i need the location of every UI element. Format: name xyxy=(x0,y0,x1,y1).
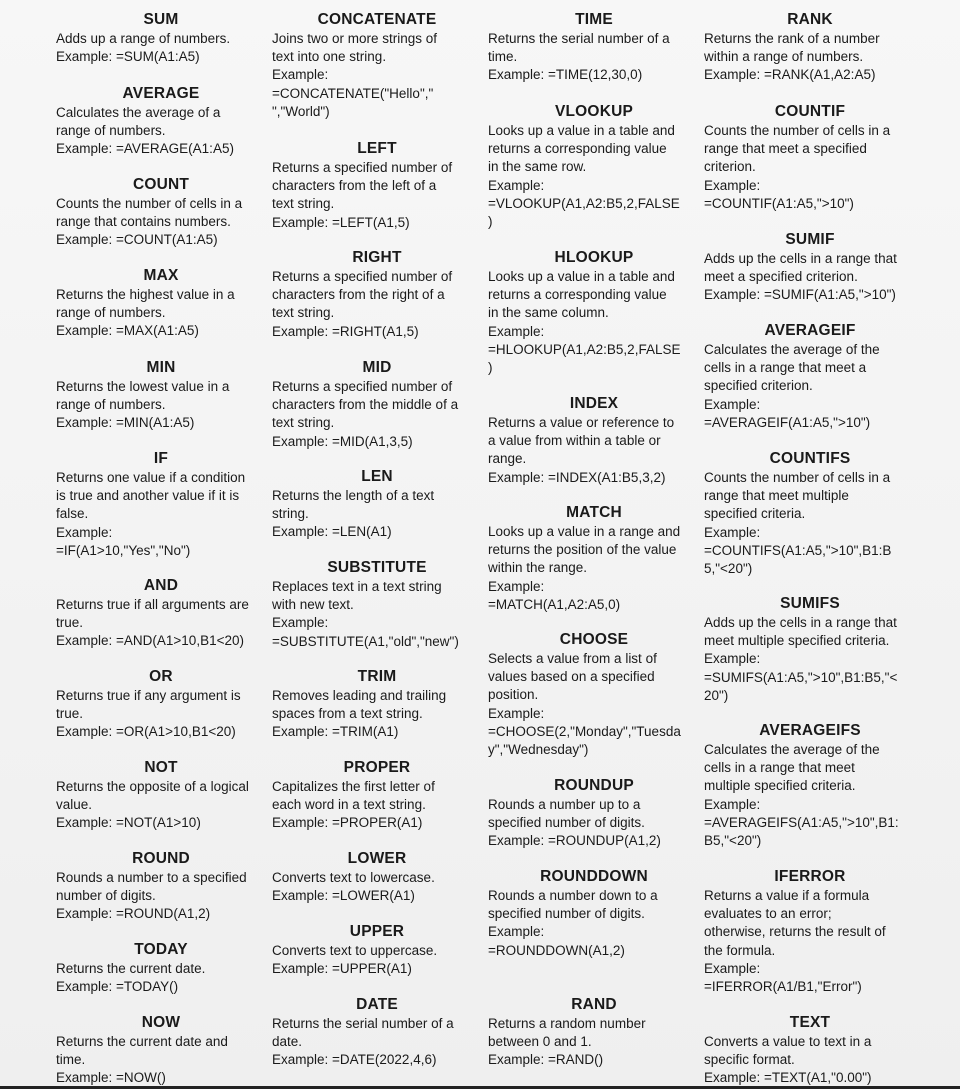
function-left xyxy=(272,139,482,232)
function-right xyxy=(272,248,482,341)
function-description: Returns one value if a condition is true and another value if it is false. xyxy=(56,470,246,522)
function-example: Example: =AVERAGEIF(A1:A5,">10") xyxy=(704,396,871,430)
function-name: COUNTIF xyxy=(774,103,846,120)
function-description: Adds up a range of numbers. xyxy=(56,31,231,46)
function-example: Example: =DATE(2022,4,6) xyxy=(272,1052,437,1068)
function-name: CHOOSE xyxy=(559,631,629,648)
function-example: Example: =ROUNDUP(A1,2) xyxy=(488,833,661,849)
function-example: Example: =SUMIFS(A1:A5,">10",B1:B5,"< 20") xyxy=(704,651,898,703)
function-name: PROPER xyxy=(343,759,411,776)
function-name: COUNTIFS xyxy=(769,450,851,467)
function-description: Converts text to uppercase. xyxy=(272,943,438,958)
function-countif xyxy=(704,102,916,213)
function-name: AVERAGEIF xyxy=(764,322,856,339)
function-example: Example: =RIGHT(A1,5) xyxy=(272,323,419,339)
function-example: Example: =AVERAGEIFS(A1:A5,">10",B1: B5,"<20") xyxy=(704,796,899,849)
function-description: Looks up a value in a table and returns a corresponding value in the same row. xyxy=(488,123,675,175)
function-averageif xyxy=(704,321,916,432)
function-description: Returns true if all arguments are true. xyxy=(56,597,249,631)
function-name: TRIM xyxy=(357,668,397,685)
function-name: AVERAGE xyxy=(122,85,200,102)
function-now xyxy=(56,1013,266,1088)
function-description: Counts the number of cells in a range that meet a specified criterion. xyxy=(704,123,891,175)
function-example: Example: =OR(A1>10,B1<20) xyxy=(56,724,236,740)
function-hlookup xyxy=(488,248,700,377)
function-example: Example: =NOT(A1>10) xyxy=(56,815,201,831)
function-example: Example: =CONCATENATE("Hello"," ","World") xyxy=(272,67,434,119)
function-description: Calculates the average of the cells in a range that meet multiple specified criteria. xyxy=(704,742,880,794)
function-description: Capitalizes the first letter of each word in a text string. xyxy=(272,779,435,813)
function-name: UPPER xyxy=(349,923,405,940)
function-description: Rounds a number down to a specified number of digits. xyxy=(488,888,658,922)
function-roundup xyxy=(488,776,700,851)
function-description: Selects a value from a list of values based on a specified position. xyxy=(488,651,657,703)
function-match xyxy=(488,503,700,614)
function-round xyxy=(56,849,266,924)
function-name: AVERAGEIFS xyxy=(759,722,861,739)
function-vlookup xyxy=(488,102,700,231)
function-description: Returns the length of a text string. xyxy=(272,488,435,522)
function-description: Returns the lowest value in a range of numbers. xyxy=(56,379,230,413)
function-name: INDEX xyxy=(569,395,619,412)
function-example: Example: =MIN(A1:A5) xyxy=(56,415,195,431)
function-example: Example: =IF(A1>10,"Yes","No") xyxy=(56,524,191,558)
function-description: Calculates the average of a range of numbers. xyxy=(56,105,221,139)
function-name: ROUND xyxy=(132,850,190,867)
function-example: Example: =SUM(A1:A5) xyxy=(56,49,200,65)
function-example: Example: =IFERROR(A1/B1,"Error") xyxy=(704,960,862,995)
function-lower xyxy=(272,849,482,905)
function-name: MAX xyxy=(143,267,179,284)
function-time xyxy=(488,10,700,85)
function-description: Adds up the cells in a range that meet a specified criterion. xyxy=(704,251,897,285)
function-description: Returns true if any argument is true. xyxy=(56,688,241,722)
function-example: Example: =HLOOKUP(A1,A2:B5,2,FALSE ) xyxy=(488,323,681,376)
function-name: RIGHT xyxy=(352,249,402,266)
function-description: Counts the number of cells in a range that meet multiple specified criteria. xyxy=(704,470,891,522)
function-name: MIN xyxy=(146,359,176,376)
function-today xyxy=(56,940,266,996)
function-description: Joins two or more strings of text into one string. xyxy=(272,31,438,65)
function-trim xyxy=(272,667,482,742)
function-example: Example: =LEFT(A1,5) xyxy=(272,214,410,230)
function-max xyxy=(56,266,266,341)
function-name: RAND xyxy=(571,996,617,1013)
function-example: Example: =TEXT(A1,"0.00") xyxy=(704,1070,872,1086)
function-example: Example: =VLOOKUP(A1,A2:B5,2,FALSE ) xyxy=(488,177,680,230)
function-description: Rounds a number up to a specified number of digits. xyxy=(488,797,645,831)
function-name: AND xyxy=(143,577,179,594)
function-name: SUMIF xyxy=(785,231,835,248)
function-description: Replaces text in a text string with new text. xyxy=(272,579,442,613)
function-description: Looks up a value in a range and returns the position of the value within the range. xyxy=(488,524,681,576)
function-sum xyxy=(56,10,266,66)
function-name: LOWER xyxy=(347,850,407,867)
function-len xyxy=(272,467,482,542)
function-description: Converts text to lowercase. xyxy=(272,870,435,885)
function-name: SUBSTITUTE xyxy=(327,559,427,576)
function-name: OR xyxy=(149,668,173,685)
function-rand xyxy=(488,995,700,1070)
function-description: Returns the highest value in a range of numbers. xyxy=(56,287,235,321)
function-description: Returns the current date and time. xyxy=(56,1034,228,1068)
function-example: Example: =SUMIF(A1:A5,">10") xyxy=(704,287,896,303)
function-example: Example: =AVERAGE(A1:A5) xyxy=(56,141,234,157)
function-example: Example: =MATCH(A1,A2:A5,0) xyxy=(488,578,621,612)
function-count xyxy=(56,175,266,250)
function-sumif xyxy=(704,230,916,305)
function-example: Example: =AND(A1>10,B1<20) xyxy=(56,633,244,649)
function-description: Returns a specified number of characters from the right of a text string. xyxy=(272,269,453,321)
function-description: Removes leading and trailing spaces from a text string. xyxy=(272,688,447,722)
function-name: IF xyxy=(153,450,169,467)
function-upper xyxy=(272,922,482,978)
function-example: Example: =LEN(A1) xyxy=(272,524,392,540)
function-example: Example: =TIME(12,30,0) xyxy=(488,67,643,83)
function-description: Returns the opposite of a logical value. xyxy=(56,779,249,813)
function-example: Example: =ROUND(A1,2) xyxy=(56,906,211,922)
function-name: TIME xyxy=(575,11,613,28)
function-name: TODAY xyxy=(134,941,188,958)
function-description: Returns a value or reference to a value from within a table or range. xyxy=(488,415,675,467)
function-name: COUNT xyxy=(132,176,190,193)
function-name: ROUNDUP xyxy=(554,777,634,794)
function-name: TEXT xyxy=(789,1014,831,1031)
function-if xyxy=(56,449,266,560)
function-min xyxy=(56,358,266,433)
function-example: Example: =ROUNDDOWN(A1,2) xyxy=(488,924,625,958)
function-name: IFERROR xyxy=(774,868,846,885)
function-name: RANK xyxy=(787,11,833,28)
function-name: ROUNDDOWN xyxy=(540,868,648,885)
function-description: Adds up the cells in a range that meet multiple specified criteria. xyxy=(704,615,897,649)
function-average xyxy=(56,84,266,159)
function-description: Returns the current date. xyxy=(56,961,206,976)
function-description: Calculates the average of the cells in a range that meet a specified criterion. xyxy=(704,342,880,394)
function-name: NOT xyxy=(144,759,178,776)
function-example: Example: =PROPER(A1) xyxy=(272,815,423,831)
function-name: DATE xyxy=(356,996,398,1013)
function-example: Example: =COUNTIFS(A1:A5,">10",B1:B 5,"<20") xyxy=(704,524,892,577)
function-description: Counts the number of cells in a range that contains numbers. xyxy=(56,196,243,230)
function-substitute xyxy=(272,558,482,651)
function-text xyxy=(704,1013,916,1088)
function-example: Example: =COUNTIF(A1:A5,">10") xyxy=(704,177,854,211)
function-example: Example: =MID(A1,3,5) xyxy=(272,433,413,449)
function-choose xyxy=(488,630,700,759)
function-mid xyxy=(272,358,482,451)
function-example: Example: =RANK(A1,A2:A5) xyxy=(704,67,876,83)
function-example: Example: =MAX(A1:A5) xyxy=(56,323,199,339)
function-example: Example: =TRIM(A1) xyxy=(272,724,399,740)
function-countifs xyxy=(704,449,916,578)
function-and xyxy=(56,576,266,651)
function-description: Returns the rank of a number within a range of numbers. xyxy=(704,31,880,65)
function-date xyxy=(272,995,482,1070)
function-not xyxy=(56,758,266,833)
function-rounddown xyxy=(488,867,700,960)
function-example: Example: =UPPER(A1) xyxy=(272,961,412,977)
function-index xyxy=(488,394,700,487)
function-example: Example: =LOWER(A1) xyxy=(272,888,415,904)
function-name: NOW xyxy=(141,1014,181,1031)
function-sumifs xyxy=(704,594,916,705)
function-example: Example: =CHOOSE(2,"Monday","Tuesda y","Wednesday") xyxy=(488,705,681,758)
function-description: Returns a specified number of characters from the middle of a text string. xyxy=(272,379,459,431)
function-description: Looks up a value in a table and returns a corresponding value in the same column. xyxy=(488,269,675,321)
function-name: LEN xyxy=(361,468,393,485)
function-example: Example: =SUBSTITUTE(A1,"old","new") xyxy=(272,615,459,649)
function-name: MATCH xyxy=(566,504,622,521)
function-name: VLOOKUP xyxy=(554,103,634,120)
function-averageifs xyxy=(704,721,916,850)
function-description: Converts a value to text in a specific format. xyxy=(704,1034,872,1068)
function-name: SUM xyxy=(143,11,179,28)
function-description: Returns a value if a formula evaluates to an error; otherwise, returns the result of the formula. xyxy=(704,888,886,958)
function-description: Returns a random number between 0 and 1. xyxy=(488,1016,646,1050)
function-concatenate xyxy=(272,10,482,121)
function-name: MID xyxy=(362,359,392,376)
function-example: Example: =NOW() xyxy=(56,1070,166,1086)
function-example: Example: =INDEX(A1:B5,3,2) xyxy=(488,469,666,485)
function-example: Example: =RAND() xyxy=(488,1052,604,1068)
function-or xyxy=(56,667,266,742)
function-proper xyxy=(272,758,482,833)
function-name: CONCATENATE xyxy=(317,11,437,28)
function-example: Example: =COUNT(A1:A5) xyxy=(56,232,218,248)
function-description: Returns the serial number of a time. xyxy=(488,31,670,65)
function-name: HLOOKUP xyxy=(554,249,634,266)
function-rank xyxy=(704,10,916,85)
function-description: Returns the serial number of a date. xyxy=(272,1016,454,1050)
function-name: LEFT xyxy=(357,140,397,157)
function-description: Rounds a number to a specified number of digits. xyxy=(56,870,247,904)
function-name: SUMIFS xyxy=(780,595,840,612)
function-description: Returns a specified number of characters from the left of a text string. xyxy=(272,160,453,212)
function-example: Example: =TODAY() xyxy=(56,979,179,995)
function-iferror xyxy=(704,867,916,996)
